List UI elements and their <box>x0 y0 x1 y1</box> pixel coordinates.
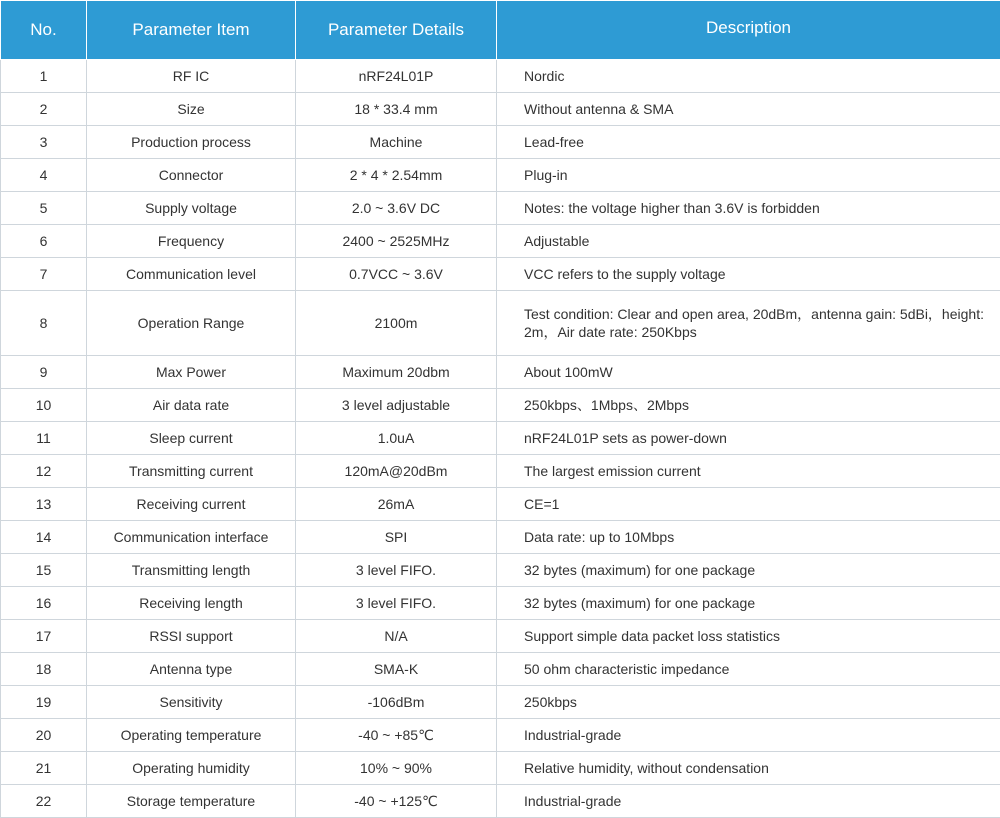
description: 250kbps <box>497 686 1000 719</box>
parameter-item: Operation Range <box>87 291 296 356</box>
table-row <box>1 455 1000 488</box>
table-row <box>1 291 1000 356</box>
parameter-item: Frequency <box>87 225 296 258</box>
description: Without antenna & SMA <box>497 93 1000 126</box>
row-number: 10 <box>1 389 87 422</box>
row-number: 15 <box>1 554 87 587</box>
parameter-details: 3 level FIFO. <box>296 554 497 587</box>
row-number: 16 <box>1 587 87 620</box>
table-row <box>1 653 1000 686</box>
table-row <box>1 785 1000 818</box>
parameter-item: Operating temperature <box>87 719 296 752</box>
parameter-item: Operating humidity <box>87 752 296 785</box>
description: Plug-in <box>497 159 1000 192</box>
parameter-item: Communication interface <box>87 521 296 554</box>
header-no: No. <box>1 1 87 60</box>
parameter-details: 3 level FIFO. <box>296 587 497 620</box>
row-number: 20 <box>1 719 87 752</box>
parameter-item: Transmitting length <box>87 554 296 587</box>
header-parameter-details: Parameter Details <box>296 1 497 60</box>
table-row <box>1 719 1000 752</box>
description: Adjustable <box>497 225 1000 258</box>
table-row <box>1 554 1000 587</box>
description: 32 bytes (maximum) for one package <box>497 554 1000 587</box>
parameter-details: SPI <box>296 521 497 554</box>
parameter-item: Max Power <box>87 356 296 389</box>
table-row <box>1 126 1000 159</box>
row-number: 19 <box>1 686 87 719</box>
header-parameter-item: Parameter Item <box>87 1 296 60</box>
row-number: 18 <box>1 653 87 686</box>
parameter-item: Sleep current <box>87 422 296 455</box>
table-row <box>1 159 1000 192</box>
table-row <box>1 422 1000 455</box>
parameter-item: RF IC <box>87 60 296 93</box>
parameter-item: Size <box>87 93 296 126</box>
table-row <box>1 587 1000 620</box>
row-number: 1 <box>1 60 87 93</box>
table-row <box>1 60 1000 93</box>
parameter-details: 2100m <box>296 291 497 356</box>
description: About 100mW <box>497 356 1000 389</box>
header-description: Description <box>497 1 1000 60</box>
parameter-details: 2 * 4 * 2.54mm <box>296 159 497 192</box>
table-row <box>1 488 1000 521</box>
parameter-details: Maximum 20dbm <box>296 356 497 389</box>
parameter-item: Receiving current <box>87 488 296 521</box>
table-row <box>1 225 1000 258</box>
parameter-item: Antenna type <box>87 653 296 686</box>
description: Data rate: up to 10Mbps <box>497 521 1000 554</box>
description: VCC refers to the supply voltage <box>497 258 1000 291</box>
row-number: 8 <box>1 291 87 356</box>
table-row <box>1 93 1000 126</box>
parameter-details: 1.0uA <box>296 422 497 455</box>
row-number: 11 <box>1 422 87 455</box>
table-row <box>1 192 1000 225</box>
description: CE=1 <box>497 488 1000 521</box>
row-number: 17 <box>1 620 87 653</box>
description: Industrial-grade <box>497 719 1000 752</box>
parameter-details: -106dBm <box>296 686 497 719</box>
parameter-item: Production process <box>87 126 296 159</box>
parameter-details: 2.0 ~ 3.6V DC <box>296 192 497 225</box>
parameter-details: Machine <box>296 126 497 159</box>
parameter-details: 3 level adjustable <box>296 389 497 422</box>
parameter-details: nRF24L01P <box>296 60 497 93</box>
description: Industrial-grade <box>497 785 1000 818</box>
parameter-item: Connector <box>87 159 296 192</box>
description: Relative humidity, without condensation <box>497 752 1000 785</box>
parameter-details: -40 ~ +85℃ <box>296 719 497 752</box>
parameter-details: 0.7VCC ~ 3.6V <box>296 258 497 291</box>
parameter-item: Transmitting current <box>87 455 296 488</box>
row-number: 6 <box>1 225 87 258</box>
description: The largest emission current <box>497 455 1000 488</box>
row-number: 7 <box>1 258 87 291</box>
table-row <box>1 389 1000 422</box>
description: 50 ohm characteristic impedance <box>497 653 1000 686</box>
header-row <box>1 1 1000 60</box>
parameter-details: 10% ~ 90% <box>296 752 497 785</box>
description: Notes: the voltage higher than 3.6V is forbidden <box>497 192 1000 225</box>
parameter-details: N/A <box>296 620 497 653</box>
table-row <box>1 686 1000 719</box>
parameter-details: SMA-K <box>296 653 497 686</box>
description: Support simple data packet loss statistics <box>497 620 1000 653</box>
row-number: 12 <box>1 455 87 488</box>
parameter-item: RSSI support <box>87 620 296 653</box>
table-header <box>1 1 1000 60</box>
parameter-item: Communication level <box>87 258 296 291</box>
table-row <box>1 752 1000 785</box>
description: 32 bytes (maximum) for one package <box>497 587 1000 620</box>
parameter-item: Air data rate <box>87 389 296 422</box>
row-number: 4 <box>1 159 87 192</box>
table-row <box>1 356 1000 389</box>
parameter-details: 18 * 33.4 mm <box>296 93 497 126</box>
parameter-details: 120mA@20dBm <box>296 455 497 488</box>
parameter-details: 26mA <box>296 488 497 521</box>
parameter-item: Receiving length <box>87 587 296 620</box>
row-number: 14 <box>1 521 87 554</box>
description: Lead-free <box>497 126 1000 159</box>
table-row <box>1 521 1000 554</box>
parameter-item: Storage temperature <box>87 785 296 818</box>
row-number: 13 <box>1 488 87 521</box>
parameter-item: Sensitivity <box>87 686 296 719</box>
row-number: 5 <box>1 192 87 225</box>
table-body <box>1 60 1000 818</box>
row-number: 21 <box>1 752 87 785</box>
row-number: 2 <box>1 93 87 126</box>
table-row <box>1 620 1000 653</box>
parameter-item: Supply voltage <box>87 192 296 225</box>
parameter-details: -40 ~ +125℃ <box>296 785 497 818</box>
table-row <box>1 258 1000 291</box>
description: nRF24L01P sets as power-down <box>497 422 1000 455</box>
description: Test condition: Clear and open area, 20dBm，antenna gain: 5dBi，height: 2m，Air date rate: 250Kbps <box>497 291 1000 356</box>
row-number: 22 <box>1 785 87 818</box>
row-number: 3 <box>1 126 87 159</box>
description: Nordic <box>497 60 1000 93</box>
description: 250kbps、1Mbps、2Mbps <box>497 389 1000 422</box>
row-number: 9 <box>1 356 87 389</box>
parameter-details: 2400 ~ 2525MHz <box>296 225 497 258</box>
